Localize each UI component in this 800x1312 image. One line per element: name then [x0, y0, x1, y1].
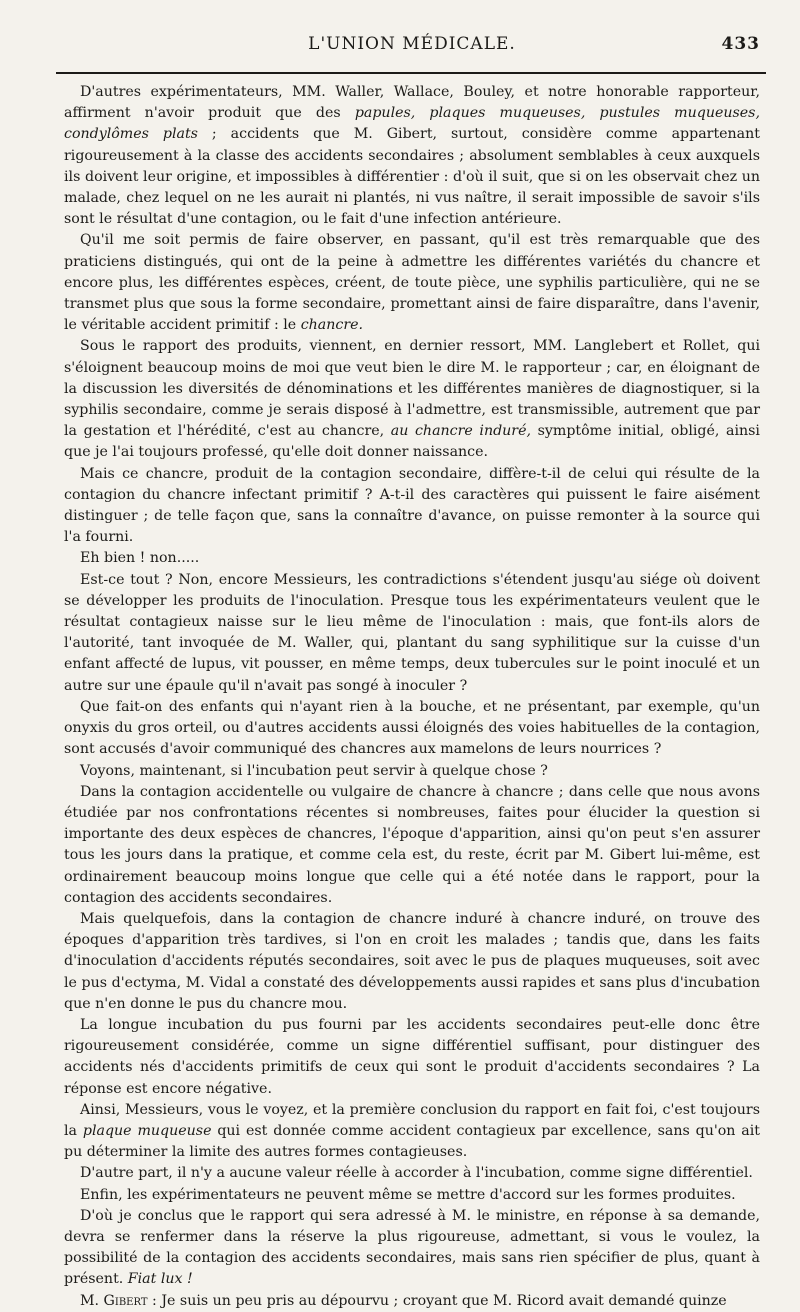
page-header — [64, 34, 760, 64]
text-run: Mais quelquefois, dans la contagion de chancre induré à chancre induré, on trouve des époques d'apparition très tardives, si l'on en croit les malades ; tandis que, dans les faits d'inoculation d'accidents réputés secondaires, soit avec le pus de plaques muqueuses, soit avec le pus d'ectyma, M. Vidal a constaté des développements aussi rapides et sans plus d'incubation que n'en donne le pus du chancre mou. — [64, 910, 760, 1012]
paragraph — [64, 1185, 760, 1206]
text-run: Mais ce chancre, produit de la contagion secondaire, diffère-t-il de celui qui résulte de la contagion du chancre infectant primitif ? A-t-il des caractères qui puissent le faire aisément distinguer ; de telle façon que, sans la connaître d'avance, on puisse remonter à la source qui l'a fourni. — [64, 465, 760, 546]
article-body — [64, 82, 760, 1312]
paragraph — [64, 697, 760, 761]
paragraph — [64, 1291, 760, 1312]
paragraph — [64, 464, 760, 549]
text-run: Enfin, les expérimentateurs ne peuvent même se mettre d'accord sur les formes produites. — [80, 1186, 736, 1203]
paragraph — [64, 336, 760, 463]
paragraph — [64, 761, 760, 782]
speaker-name: M. Gibert — [80, 1292, 148, 1309]
text-run: Dans la contagion accidentelle ou vulgaire de chancre à chancre ; dans celle que nous avons étudiée par nos confrontations récentes si nombreuses, faites pour élucider la question si importante des deux espèces de chancres, l'époque d'apparition, ainsi qu'on peut s'en assurer tous les jours dans la pratique, et comme cela est, du reste, écrit par M. Gibert lui-même, est ordinairement beaucoup moins longue que celle qui a été notée dans le rapport, pour la contagion des accidents secondaires. — [64, 783, 760, 906]
text-run: Voyons, maintenant, si l'incubation peut servir à quelque chose ? — [80, 762, 548, 779]
text-run: ; accidents que M. Gibert, surtout, considère comme appartenant rigoureusement à la classe des accidents secondaires ; absolument semblables à ceux auxquels ils doivent leur origine, et impossibles à différentier : d'où il suit, que si on les observait chez un malade, chez lequel on ne les aurait ni plantés, ni vus naître, il serait impossible de savoir s'ils sont le résultat d'une contagion, ou le fait d'une infection antérieure. — [64, 126, 760, 228]
paragraph — [64, 909, 760, 1015]
italic-phrase: Fiat lux ! — [127, 1271, 193, 1288]
paragraph — [64, 548, 760, 569]
paragraph — [64, 1100, 760, 1164]
paragraph — [64, 82, 760, 230]
text-run: symptôme initial, obligé, ainsi que je l'ai toujours professé, qu'elle doit donner naissance. — [64, 423, 760, 461]
text-run: Est-ce tout ? Non, encore Messieurs, les contradictions s'étendent jusqu'au siége où doivent se développer les produits de l'inoculation. Presque tous les expérimentateurs veulent que le résultat contagieux naisse sur le lieu même de l'inoculation : mais, que font-ils alors de l'autorité, tant invoquée de M. Waller, qui, plantant du sang syphilitique sur la cuisse d'un enfant affecté de lupus, vit pousser, en même temps, deux tubercules sur le point inoculé et un autre sur une épaule qu'il n'avait pas songé à inoculer ? — [64, 571, 760, 694]
paragraph — [64, 782, 760, 909]
running-title: L'UNION MÉDICALE. — [308, 34, 516, 54]
text-run: Eh bien ! non..... — [80, 550, 200, 567]
italic-phrase: plaque muqueuse — [82, 1122, 212, 1139]
paragraph — [64, 1015, 760, 1100]
paragraph — [64, 570, 760, 697]
paragraph — [64, 1206, 760, 1291]
text-run: qui est donnée comme accident contagieux par excellence, sans qu'on ait pu déterminer la limite des autres formes contagieuses. — [64, 1122, 760, 1161]
paragraph — [64, 230, 760, 336]
text-run: Que fait-on des enfants qui n'ayant rien à la bouche, et ne présentant, par exemple, qu'un onyxis du gros orteil, ou d'autres accidents aussi éloignés des voies habituelles de la contagion, sont accusés d'avoir communiqué des chancres aux mamelons de leurs nourrices ? — [64, 698, 760, 758]
text-run: : Je suis un peu pris au dépourvu ; croyant que M. Ricord avait demandé quinze — [147, 1292, 727, 1309]
text-run: Qu'il me soit permis de faire observer, en passant, qu'il est très remarquable que des praticiens distingués, qui ont de la peine à admettre les différentes variétés du chancre et encore plus, les différentes espèces, créent, de toute pièce, une syphilis particulière, qui ne se transmet plus que sous la forme secondaire, promettant ainsi de faire disparaître, dans l'avenir, le véritable accident primitif : le — [64, 232, 760, 334]
italic-phrase: papules, plaques muqueuses, pustules muqueuses, condylômes plats — [64, 105, 760, 143]
text-run: La longue incubation du pus fourni par les accidents secondaires peut-elle donc être rigoureusement considérée, comme un signe différentiel suffisant, pour distinguer des accidents nés d'accidents primitifs de ceux qui sont le produit d'accidents secondaires ? La réponse est encore négative. — [64, 1016, 760, 1097]
header-rule — [56, 72, 766, 74]
italic-phrase: chancre. — [300, 317, 364, 334]
paragraph — [64, 1163, 760, 1184]
text-run: D'où je conclus que le rapport qui sera adressé à M. le ministre, en réponse à sa demande, devra se renfermer dans la réserve la plus rigoureuse, admettant, si vous le voulez, la possibilité de la contagion des accidents secondaires, mais sans rien spécifier de plus, quant à présent. — [64, 1207, 760, 1288]
page-number: 433 — [721, 34, 760, 54]
text-run: D'autre part, il n'y a aucune valeur réelle à accorder à l'incubation, comme signe différentiel. — [80, 1165, 753, 1182]
text-run: Ainsi, Messieurs, vous le voyez, et la première conclusion du rapport en fait foi, c'est toujours la — [64, 1101, 760, 1139]
text-run: D'autres expérimentateurs, MM. Waller, Wallace, Bouley, et notre honorable rapporteur, affirment n'avoir produit que des — [64, 84, 760, 122]
italic-phrase: au chancre induré, — [390, 423, 531, 440]
text-run: Sous le rapport des produits, viennent, en dernier ressort, MM. Langlebert et Rollet, qui s'éloignent beaucoup moins de moi que veut bien le dire M. le rapporteur ; car, en éloignant de la discussion les diversités de dénominations et les différentes manières de diagnostiquer, si la syphilis secondaire, comme je serais disposé à l'admettre, est transmissible, autrement que par la gestation et l'hérédité, c'est au chancre, — [64, 338, 760, 440]
